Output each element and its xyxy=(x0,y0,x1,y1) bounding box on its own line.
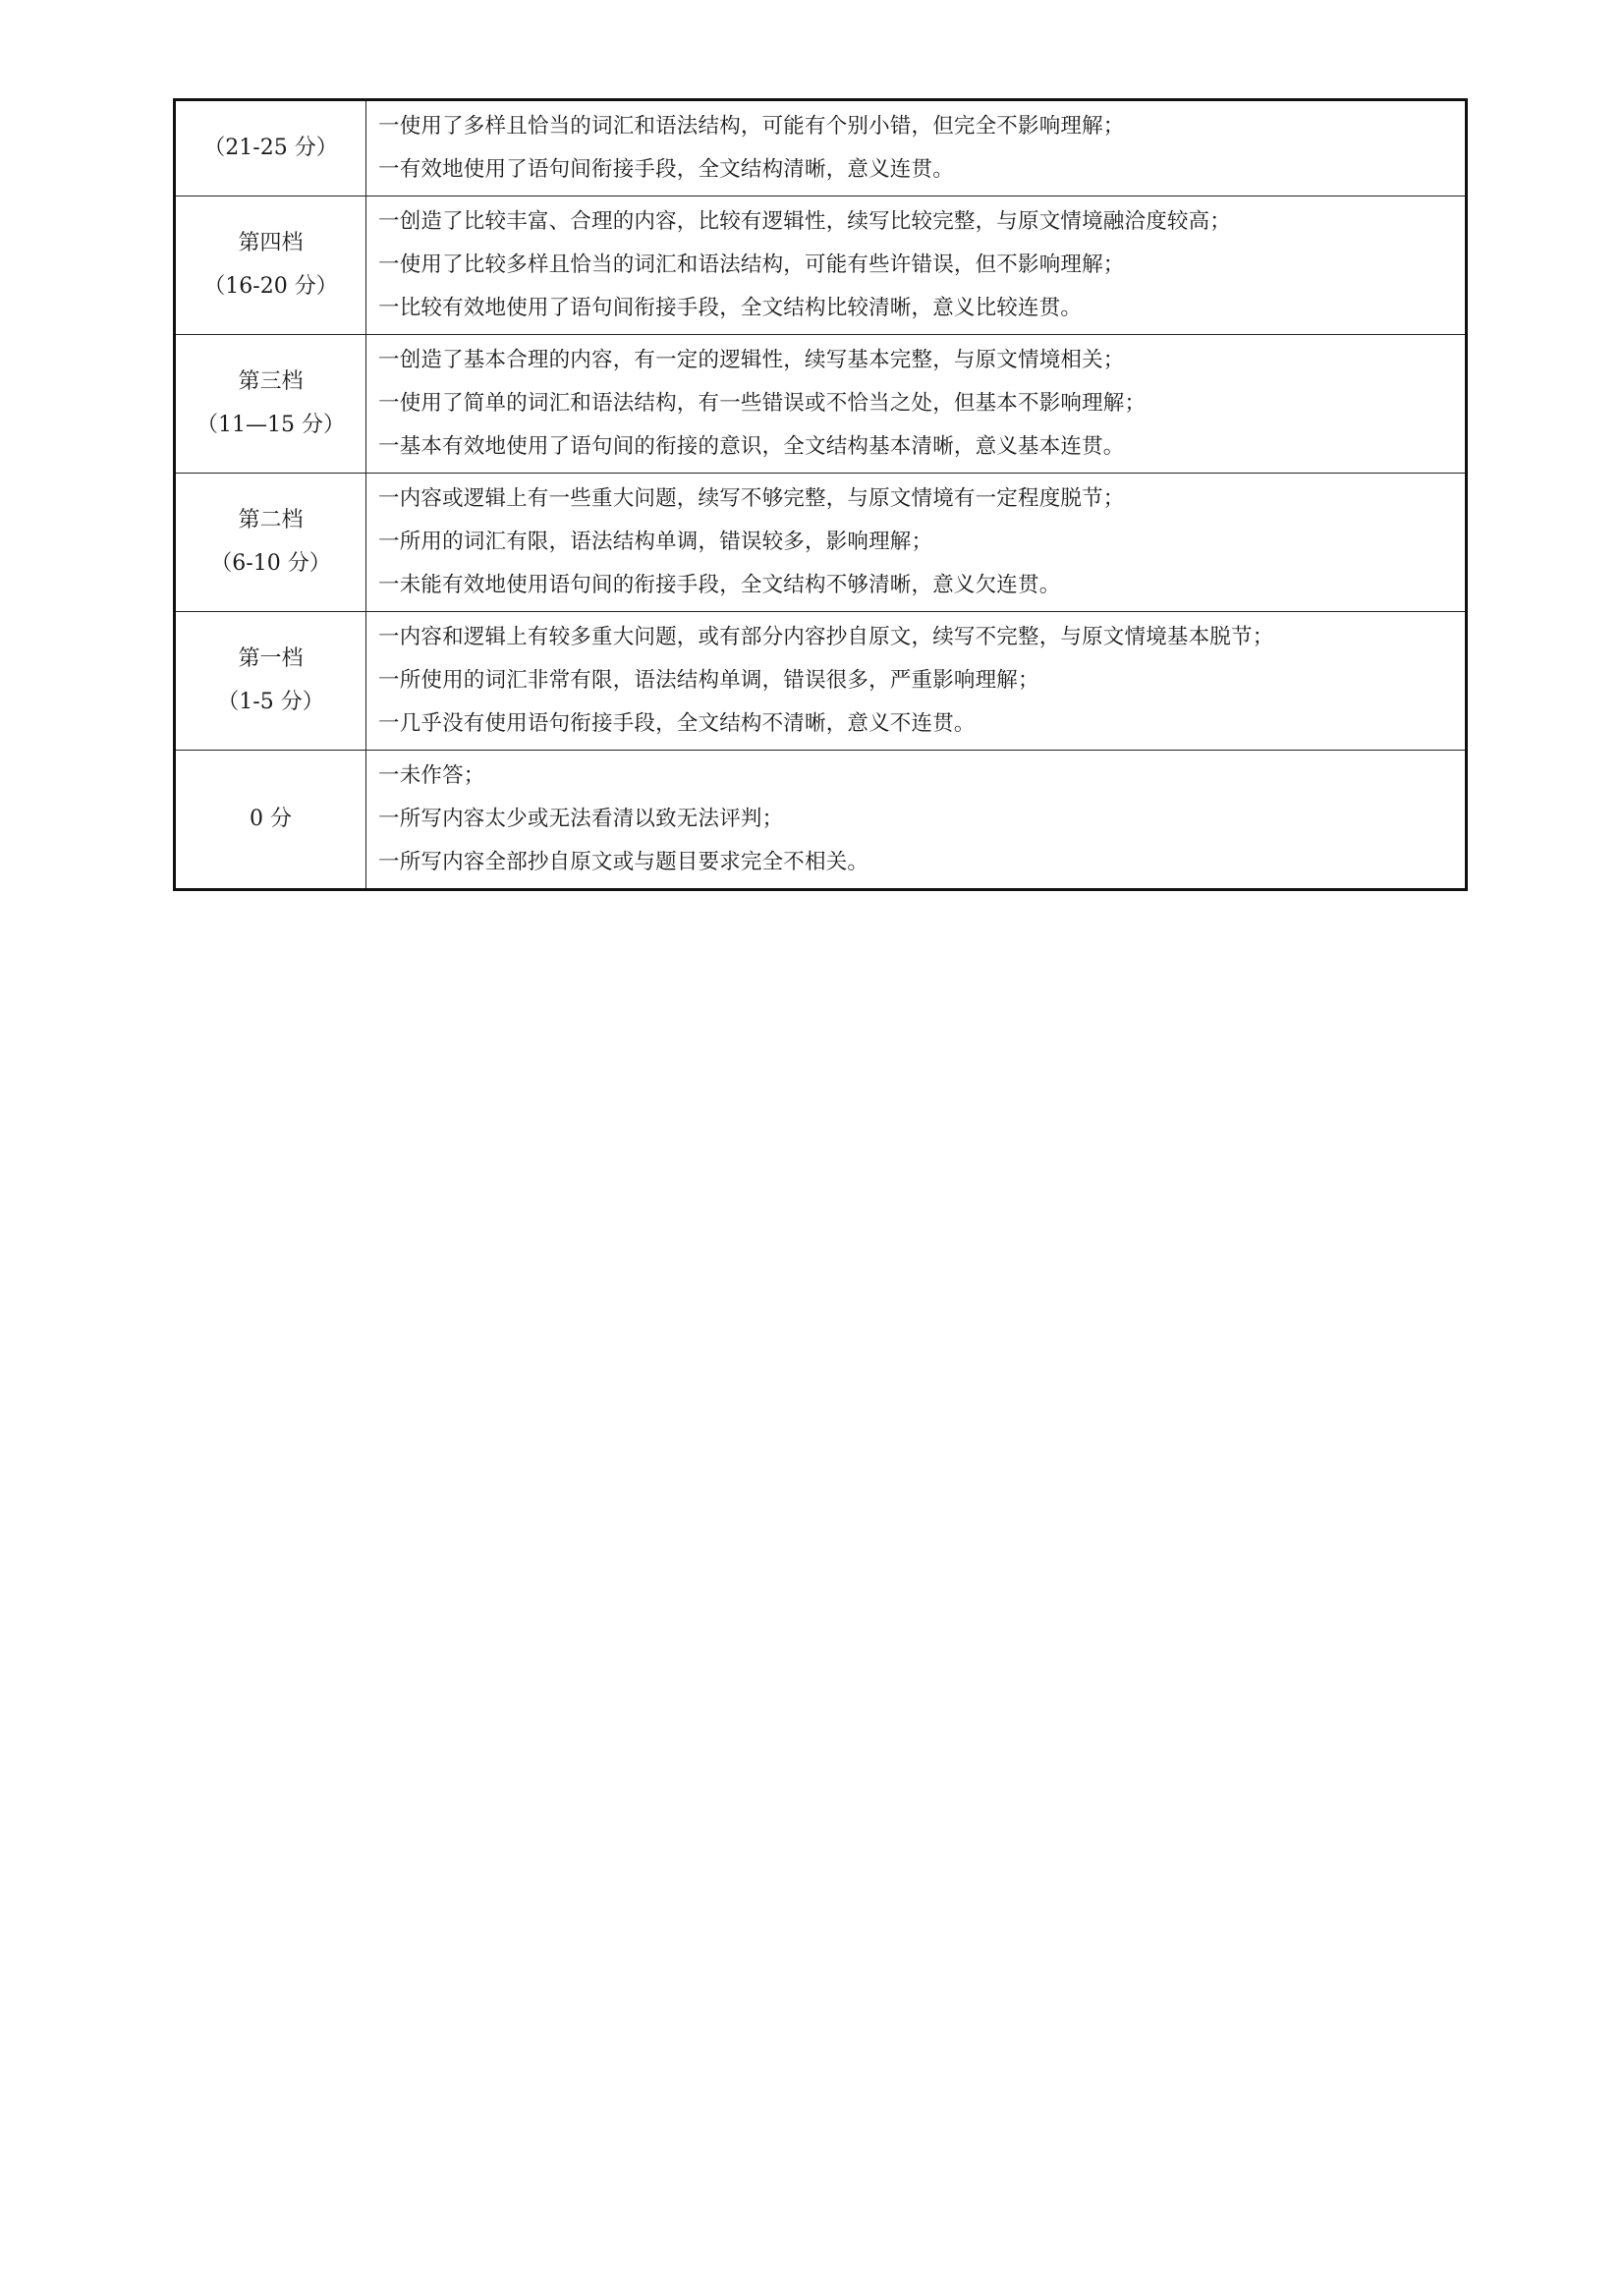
band-name: 第一档 xyxy=(238,646,304,671)
band-score-range: （16-20 分） xyxy=(203,274,338,299)
band-descriptors-cell xyxy=(366,196,1467,335)
descriptor-line: 一未能有效地使用语句间的衔接手段，全文结构不够清晰，意义欠连贯。 xyxy=(378,573,1061,597)
rubric-row-band-4 xyxy=(175,196,1467,335)
band-descriptors-cell xyxy=(366,335,1467,474)
rubric-row-band-1 xyxy=(175,612,1467,751)
band-descriptors-cell xyxy=(366,100,1467,196)
band-name: 第二档 xyxy=(238,508,304,532)
descriptor-line: 一基本有效地使用了语句间的衔接的意识，全文结构基本清晰，意义基本连贯。 xyxy=(378,434,1125,459)
descriptor-line: 一所用的词汇有限，语法结构单调，错误较多，影响理解； xyxy=(378,530,933,554)
descriptor-line: 一创造了基本合理的内容，有一定的逻辑性，续写基本完整，与原文情境相关； xyxy=(378,348,1125,372)
descriptor-line: 一所使用的词汇非常有限，语法结构单调，错误很多，严重影响理解； xyxy=(378,668,1039,693)
descriptor-line: 一创造了比较丰富、合理的内容，比较有逻辑性，续写比较完整，与原文情境融洽度较高； xyxy=(378,209,1232,234)
rubric-row-band-2 xyxy=(175,474,1467,612)
band-score-range: （11—15 分） xyxy=(196,413,345,437)
descriptor-line: 一所写内容太少或无法看清以致无法评判； xyxy=(378,807,784,831)
rubric-row-band-5 xyxy=(175,100,1467,196)
descriptor-line: 一有效地使用了语句间衔接手段，全文结构清晰，意义连贯。 xyxy=(378,157,954,182)
band-descriptors-cell xyxy=(366,612,1467,751)
descriptor-line: 一所写内容全部抄自原文或与题目要求完全不相关。 xyxy=(378,850,869,874)
band-descriptors-cell xyxy=(366,751,1467,890)
band-label-cell xyxy=(175,335,366,474)
band-score-range: 0 分 xyxy=(250,807,292,831)
band-score-range: （6-10 分） xyxy=(210,551,331,576)
descriptor-line: 一使用了比较多样且恰当的词汇和语法结构，可能有些许错误，但不影响理解； xyxy=(378,252,1125,277)
band-name: 第三档 xyxy=(238,369,304,394)
band-label-cell xyxy=(175,474,366,612)
band-label-cell xyxy=(175,612,366,751)
descriptor-line: 一使用了多样且恰当的词汇和语法结构，可能有个别小错，但完全不影响理解； xyxy=(378,114,1125,139)
descriptor-line: 一未作答； xyxy=(378,763,485,788)
band-name: 第四档 xyxy=(238,231,304,255)
descriptor-line: 一比较有效地使用了语句间衔接手段，全文结构比较清晰，意义比较连贯。 xyxy=(378,296,1083,320)
band-score-range: （21-25 分） xyxy=(203,136,338,160)
rubric-row-band-3 xyxy=(175,335,1467,474)
scoring-rubric-table xyxy=(173,98,1468,891)
band-label-cell xyxy=(175,196,366,335)
band-label-cell xyxy=(175,100,366,196)
band-label-cell xyxy=(175,751,366,890)
band-score-range: （1-5 分） xyxy=(217,690,324,714)
rubric-row-band-0 xyxy=(175,751,1467,890)
descriptor-line: 一内容或逻辑上有一些重大问题，续写不够完整，与原文情境有一定程度脱节； xyxy=(378,486,1125,511)
band-descriptors-cell xyxy=(366,474,1467,612)
descriptor-line: 一内容和逻辑上有较多重大问题，或有部分内容抄自原文，续写不完整，与原文情境基本脱节； xyxy=(378,625,1274,649)
descriptor-line: 一使用了简单的词汇和语法结构，有一些错误或不恰当之处，但基本不影响理解； xyxy=(378,391,1147,416)
descriptor-line: 一几乎没有使用语句衔接手段，全文结构不清晰，意义不连贯。 xyxy=(378,711,976,736)
